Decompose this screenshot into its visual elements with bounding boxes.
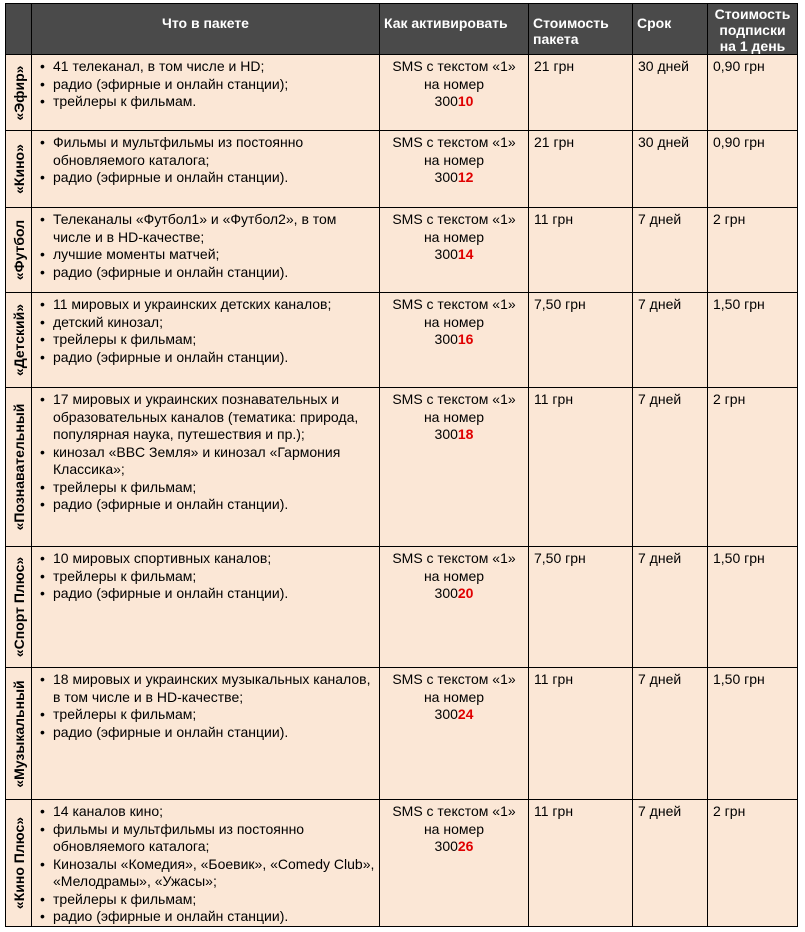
package-price: 11 грн bbox=[529, 388, 633, 547]
package-daily-cost: 2 грн bbox=[708, 388, 798, 547]
sms-number-suffix: 16 bbox=[457, 331, 474, 347]
sms-number bbox=[380, 246, 528, 264]
sms-number-suffix: 24 bbox=[457, 706, 474, 722]
package-name: «Спорт Плюс» bbox=[10, 556, 27, 658]
package-term: 30 дней bbox=[633, 131, 708, 208]
sms-number-suffix: 26 bbox=[457, 838, 474, 854]
sms-number-prefix: 300 bbox=[434, 585, 458, 601]
sms-text: SMS с текстом «1» bbox=[392, 671, 516, 687]
feature-item: • трейлеры к фильмам; bbox=[53, 891, 375, 909]
to-number-label: на номер bbox=[423, 688, 485, 705]
features-list bbox=[32, 55, 379, 111]
table-row bbox=[6, 388, 798, 547]
to-number-label: на номер bbox=[423, 151, 485, 168]
feature-item: • 41 телеканал, в том числе и HD; bbox=[53, 58, 375, 76]
package-activation bbox=[380, 547, 529, 668]
package-daily-cost: 2 грн bbox=[708, 800, 798, 927]
package-term: 7 дней bbox=[633, 293, 708, 388]
package-name: «Эфир» bbox=[10, 65, 27, 120]
table-row bbox=[6, 293, 798, 388]
package-daily-cost: 0,90 грн bbox=[708, 55, 798, 131]
table-row bbox=[6, 55, 798, 131]
sms-text: SMS с текстом «1» bbox=[392, 803, 516, 819]
table-row bbox=[6, 800, 798, 927]
package-activation bbox=[380, 388, 529, 547]
features-list bbox=[32, 668, 379, 741]
feature-item: • кинозал «BBC Земля» и кинозал «Гармония Классика»; bbox=[53, 444, 375, 479]
features-list bbox=[32, 293, 379, 366]
package-name: «Кино» bbox=[10, 144, 27, 194]
package-features bbox=[32, 668, 380, 800]
sms-text: SMS с текстом «1» bbox=[392, 391, 516, 407]
header-name-cell bbox=[6, 4, 32, 55]
sms-number bbox=[380, 93, 528, 111]
sms-number-prefix: 300 bbox=[434, 426, 458, 442]
features-list bbox=[32, 388, 379, 514]
sms-number-prefix: 300 bbox=[434, 706, 458, 722]
features-list bbox=[32, 208, 379, 281]
sms-number bbox=[380, 331, 528, 349]
sms-text: SMS с текстом «1» bbox=[392, 211, 516, 227]
sms-number-suffix: 10 bbox=[457, 93, 474, 109]
table-row bbox=[6, 547, 798, 668]
sms-number-suffix: 18 bbox=[457, 426, 474, 442]
package-daily-cost: 2 грн bbox=[708, 208, 798, 293]
package-term: 30 дней bbox=[633, 55, 708, 131]
feature-item: • радио (эфирные и онлайн станции). bbox=[53, 169, 375, 187]
package-name: «Познавательный bbox=[10, 403, 27, 531]
package-name-cell bbox=[6, 55, 32, 131]
package-name: «Детский» bbox=[10, 304, 27, 376]
feature-item: • детский кинозал; bbox=[53, 314, 375, 332]
package-daily-cost: 0,90 грн bbox=[708, 131, 798, 208]
feature-item: • трейлеры к фильмам. bbox=[53, 93, 375, 111]
package-name: «Музыкальный bbox=[10, 679, 27, 788]
packages-table bbox=[5, 3, 798, 927]
package-name-cell bbox=[6, 293, 32, 388]
package-features bbox=[32, 547, 380, 668]
sms-number-prefix: 300 bbox=[434, 331, 458, 347]
package-features bbox=[32, 388, 380, 547]
package-price: 11 грн bbox=[529, 668, 633, 800]
sms-number-suffix: 12 bbox=[457, 169, 474, 185]
sms-number-prefix: 300 bbox=[434, 838, 458, 854]
package-activation bbox=[380, 208, 529, 293]
header-activate: Как активировать bbox=[380, 4, 529, 55]
package-activation bbox=[380, 800, 529, 927]
features-list bbox=[32, 131, 379, 187]
package-name-cell bbox=[6, 668, 32, 800]
sms-number bbox=[380, 838, 528, 856]
package-price: 11 грн bbox=[529, 800, 633, 927]
package-activation bbox=[380, 55, 529, 131]
feature-item: • трейлеры к фильмам; bbox=[53, 706, 375, 724]
sms-text: SMS с текстом «1» bbox=[392, 134, 516, 150]
feature-item: • 14 каналов кино; bbox=[53, 803, 375, 821]
sms-number bbox=[380, 585, 528, 603]
feature-item: • радио (эфирные и онлайн станции). bbox=[53, 908, 375, 926]
sms-text: SMS с текстом «1» bbox=[392, 296, 516, 312]
package-name: «Футбол bbox=[10, 219, 27, 281]
to-number-label: на номер bbox=[423, 820, 485, 837]
to-number-label: на номер bbox=[423, 408, 485, 425]
sms-number-suffix: 20 bbox=[457, 585, 474, 601]
feature-item: • Телеканалы «Футбол1» и «Футбол2», в том числе и в HD-качестве; bbox=[53, 211, 375, 246]
package-term: 7 дней bbox=[633, 668, 708, 800]
package-name-cell bbox=[6, 547, 32, 668]
package-features bbox=[32, 208, 380, 293]
features-list bbox=[32, 800, 379, 926]
header-row bbox=[6, 4, 798, 55]
feature-item: • Кинозалы «Комедия», «Боевик», «Comedy Club», «Мелодрамы», «Ужасы»; bbox=[53, 856, 375, 891]
sms-text: SMS с текстом «1» bbox=[392, 58, 516, 74]
package-features bbox=[32, 293, 380, 388]
features-list bbox=[32, 547, 379, 603]
to-number-label: на номер bbox=[423, 75, 485, 92]
feature-item: • 10 мировых спортивных каналов; bbox=[53, 550, 375, 568]
header-daily: Стоимость подписки на 1 день bbox=[708, 4, 798, 55]
package-name-cell bbox=[6, 800, 32, 927]
feature-item: • трейлеры к фильмам; bbox=[53, 568, 375, 586]
sms-number bbox=[380, 169, 528, 187]
header-price: Стоимость пакета bbox=[529, 4, 633, 55]
feature-item: • радио (эфирные и онлайн станции). bbox=[53, 264, 375, 282]
table-row bbox=[6, 208, 798, 293]
package-term: 7 дней bbox=[633, 208, 708, 293]
table-row bbox=[6, 668, 798, 800]
feature-item: • радио (эфирные и онлайн станции). bbox=[53, 496, 375, 514]
feature-item: • радио (эфирные и онлайн станции). bbox=[53, 585, 375, 603]
feature-item: • 17 мировых и украинских познавательных и образовательных каналов (тематика: природа, популярная наука, путешествия и пр.); bbox=[53, 391, 375, 444]
package-term: 7 дней bbox=[633, 547, 708, 668]
package-features bbox=[32, 800, 380, 927]
package-features bbox=[32, 131, 380, 208]
feature-item: • фильмы и мультфильмы из постоянно обновляемого каталога; bbox=[53, 821, 375, 856]
header-features: Что в пакете bbox=[32, 4, 380, 55]
package-price: 7,50 грн bbox=[529, 547, 633, 668]
package-activation bbox=[380, 293, 529, 388]
feature-item: • радио (эфирные и онлайн станции). bbox=[53, 349, 375, 367]
package-term: 7 дней bbox=[633, 388, 708, 547]
sms-number bbox=[380, 426, 528, 444]
package-name-cell bbox=[6, 131, 32, 208]
table-row bbox=[6, 131, 798, 208]
sms-number-prefix: 300 bbox=[434, 169, 458, 185]
package-price: 11 грн bbox=[529, 208, 633, 293]
package-activation bbox=[380, 131, 529, 208]
package-price: 7,50 грн bbox=[529, 293, 633, 388]
package-name-cell bbox=[6, 208, 32, 293]
sms-number bbox=[380, 706, 528, 724]
package-price: 21 грн bbox=[529, 55, 633, 131]
feature-item: • Фильмы и мультфильмы из постоянно обновляемого каталога; bbox=[53, 134, 375, 169]
feature-item: • радио (эфирные и онлайн станции); bbox=[53, 76, 375, 94]
package-name: «Кино Плюс» bbox=[10, 816, 27, 909]
to-number-label: на номер bbox=[423, 228, 485, 245]
header-term: Срок bbox=[633, 4, 708, 55]
package-daily-cost: 1,50 грн bbox=[708, 547, 798, 668]
feature-item: • 18 мировых и украинских музыкальных каналов, в том числе и в HD-качестве; bbox=[53, 671, 375, 706]
feature-item: • 11 мировых и украинских детских каналов; bbox=[53, 296, 375, 314]
package-price: 21 грн bbox=[529, 131, 633, 208]
sms-number-prefix: 300 bbox=[434, 93, 458, 109]
package-term: 7 дней bbox=[633, 800, 708, 927]
package-daily-cost: 1,50 грн bbox=[708, 668, 798, 800]
to-number-label: на номер bbox=[423, 567, 485, 584]
package-activation bbox=[380, 668, 529, 800]
feature-item: • лучшие моменты матчей; bbox=[53, 246, 375, 264]
feature-item: • трейлеры к фильмам; bbox=[53, 479, 375, 497]
package-daily-cost: 1,50 грн bbox=[708, 293, 798, 388]
feature-item: • трейлеры к фильмам; bbox=[53, 331, 375, 349]
sms-number-prefix: 300 bbox=[434, 246, 458, 262]
feature-item: • радио (эфирные и онлайн станции). bbox=[53, 724, 375, 742]
sms-number-suffix: 14 bbox=[457, 246, 474, 262]
package-name-cell bbox=[6, 388, 32, 547]
sms-text: SMS с текстом «1» bbox=[392, 550, 516, 566]
package-features bbox=[32, 55, 380, 131]
to-number-label: на номер bbox=[423, 313, 485, 330]
